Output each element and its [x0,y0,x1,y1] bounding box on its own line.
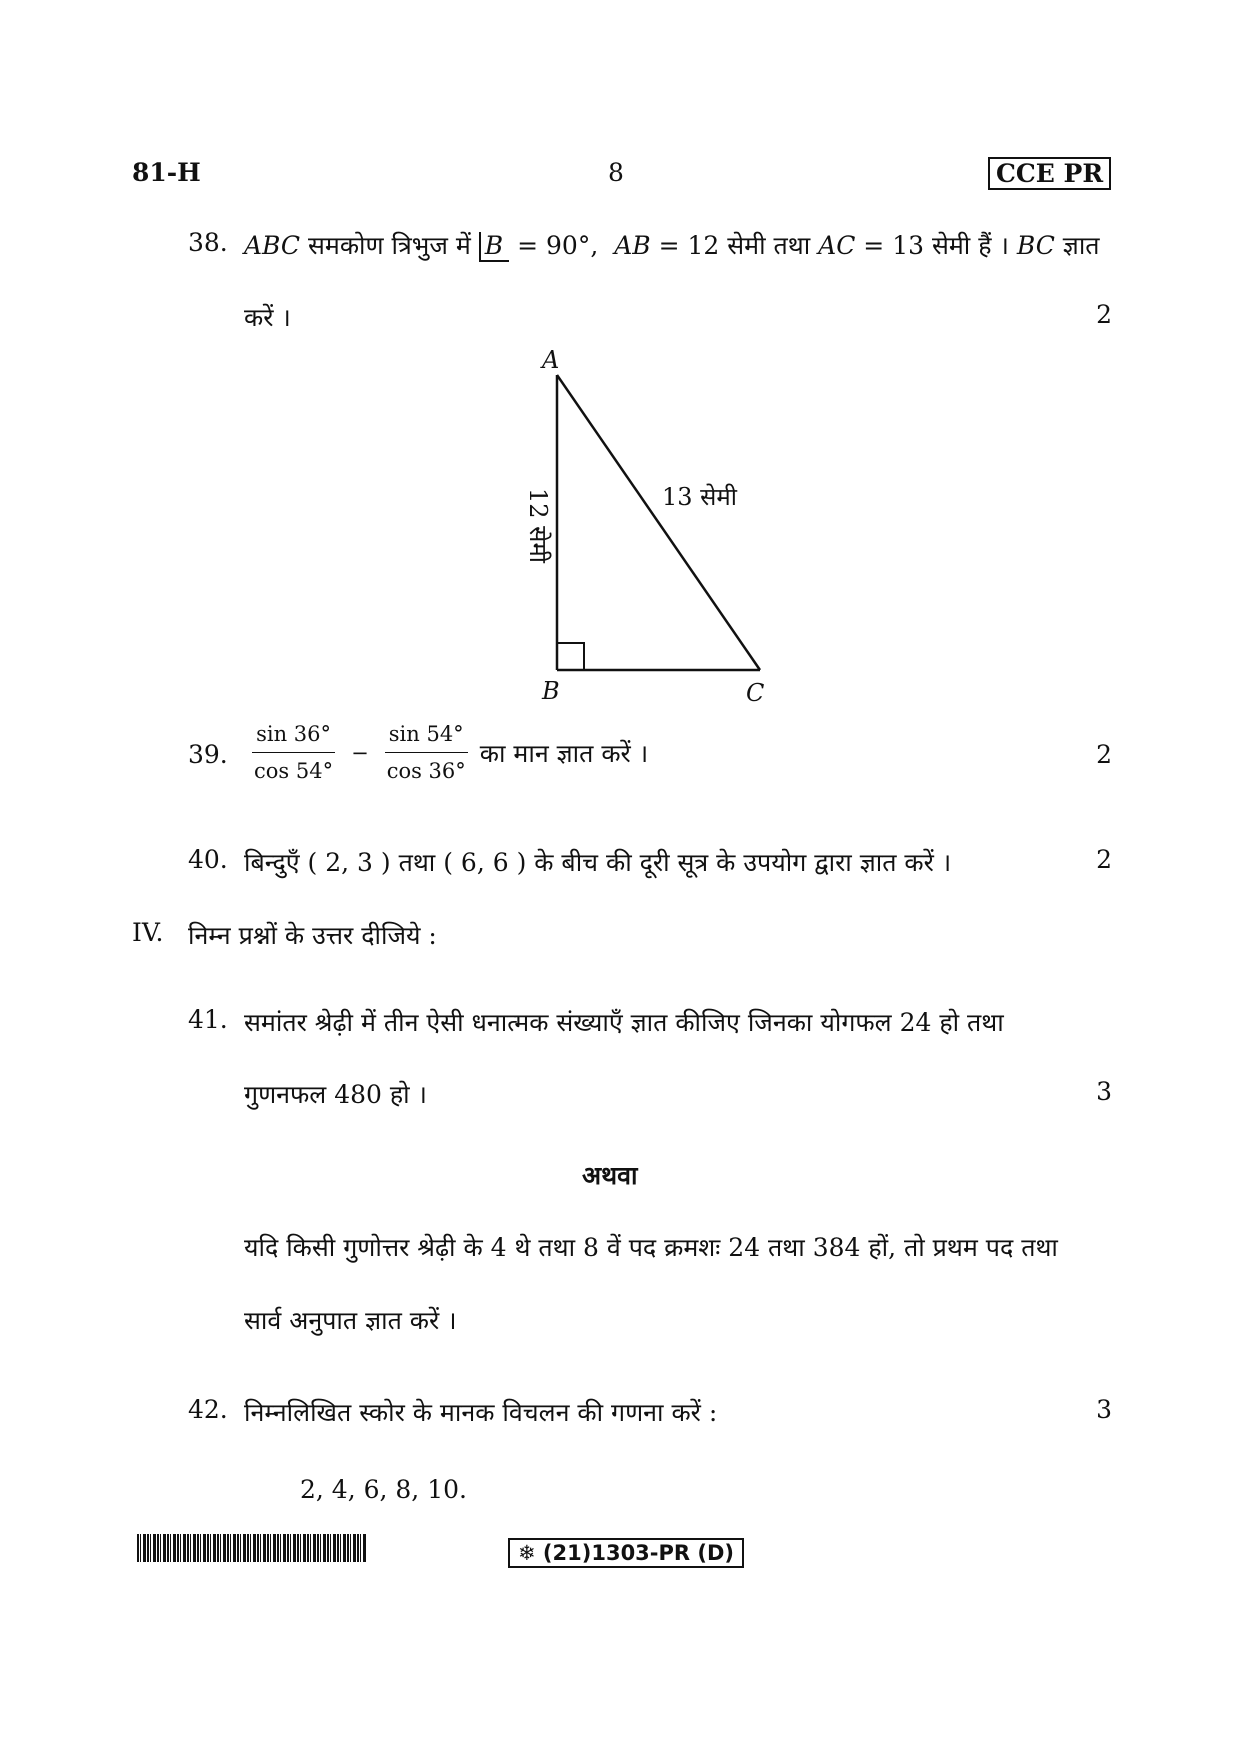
vertex-b-label: B [542,677,560,705]
question-39-text: का मान ज्ञात करें । [479,738,649,768]
page-number: 8 [608,158,624,187]
q38-text-e: = 13 सेमी हैं । [863,231,1017,260]
var-ab: AB [614,231,651,260]
var-ac: AC [818,231,856,260]
or-label: अथवा [582,1161,638,1190]
var-bc: BC [1016,231,1055,260]
footer-code-box [508,1538,744,1568]
right-angle-marker [557,643,584,670]
barcode [137,1534,367,1562]
side-ac-length: 13 सेमी [662,483,737,511]
fraction-1-denominator: cos 54° [254,759,334,783]
question-41-line2: गुणनफल 480 हो । [244,1080,428,1109]
question-40-text: बिन्दुएँ ( 2, 3 ) तथा ( 6, 6 ) के बीच की दूरी सूत्र के उपयोग द्वारा ज्ञात करें । [244,848,952,877]
footer-code: (21)1303-PR (D) [542,1541,735,1565]
question-39-expression [244,722,648,783]
question-42-marks: 3 [1096,1395,1112,1424]
question-39-number: 39. [188,740,228,769]
q38-text-f: ज्ञात [1062,231,1100,260]
question-41-alt-line2: सार्व अनुपात ज्ञात करें । [244,1306,457,1335]
question-38-number: 38. [188,228,228,257]
question-42-number: 42. [188,1395,228,1424]
question-38-line2: करें । [244,303,291,332]
var-abc: ABC [244,231,301,260]
question-38-marks: 2 [1096,300,1112,329]
right-triangle-figure [480,340,800,710]
question-40-number: 40. [188,845,228,874]
snowflake-icon: ❄ [518,1541,536,1565]
fraction-2-numerator: sin 54° [385,722,468,753]
paper-code: 81-H [132,158,201,187]
question-41-number: 41. [188,1005,228,1034]
cce-pr-badge: CCE PR [988,157,1111,190]
question-41-alt-line1: यदि किसी गुणोत्तर श्रेढ़ी के 4 थे तथा 8 वें पद क्रमशः 24 तथा 384 हों, तो प्रथम पद तथा [244,1233,1058,1262]
question-42-data: 2, 4, 6, 8, 10. [300,1475,467,1504]
fraction-2 [383,722,470,783]
angle-b-symbol: B [479,232,509,262]
fraction-1-numerator: sin 36° [252,722,335,753]
question-39-marks: 2 [1096,740,1112,769]
fraction-2-denominator: cos 36° [386,759,466,783]
question-42-text: निम्नलिखित स्कोर के मानक विचलन की गणना करें : [244,1398,718,1427]
vertex-c-label: C [746,679,765,707]
q38-text-d: = 12 सेमी तथा [658,231,811,260]
fraction-1 [250,722,337,783]
side-ac [557,375,760,670]
question-41-line1: समांतर श्रेढ़ी में तीन ऐसी धनात्मक संख्याएँ ज्ञात कीजिए जिनका योगफल 24 हो तथा [244,1008,1004,1037]
q38-text-c: = 90°, [517,231,599,260]
question-38-line1 [244,228,1100,262]
q38-text-b: समकोण त्रिभुज में [307,231,471,260]
vertex-a-label: A [542,346,560,374]
side-ab-length: 12 सेमी [524,488,552,563]
question-41-marks: 3 [1096,1077,1112,1106]
section-4-title: निम्न प्रश्नों के उत्तर दीजिये : [188,921,437,950]
section-4-number: IV. [132,918,164,947]
question-40-marks: 2 [1096,845,1112,874]
minus-sign: − [351,740,369,765]
